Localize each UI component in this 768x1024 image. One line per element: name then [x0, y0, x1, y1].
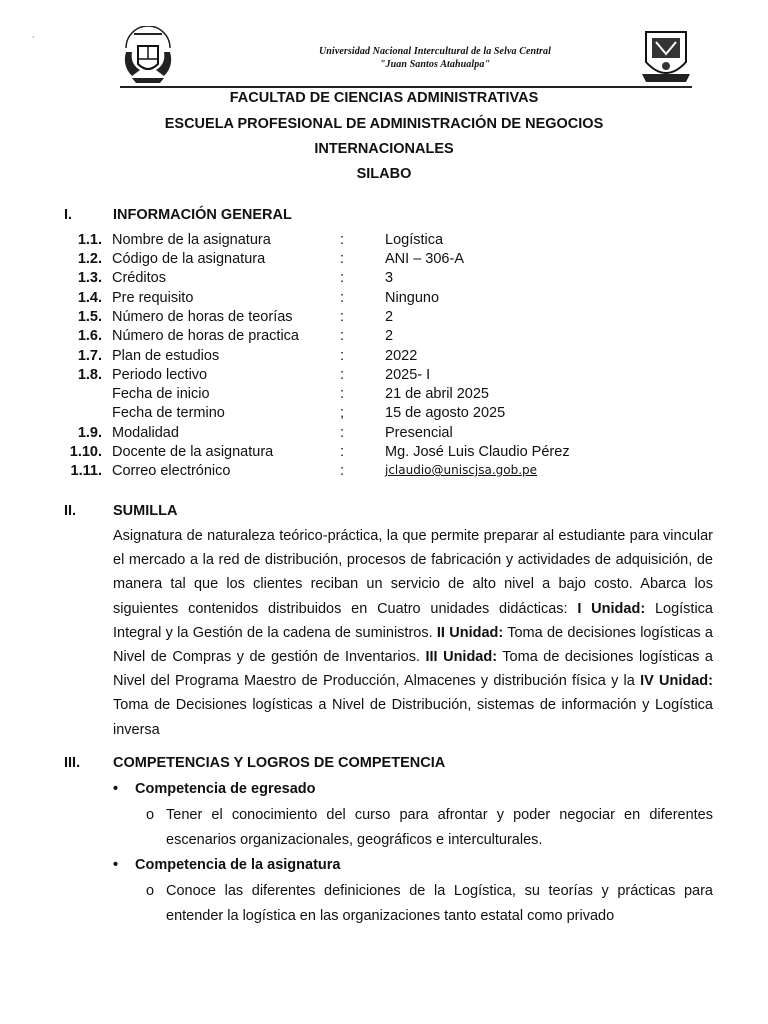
- info-row-label: Nombre de la asignatura: [112, 232, 271, 248]
- info-row-label: Código de la asignatura: [112, 251, 266, 267]
- faculty-title: FACULTAD DE CIENCIAS ADMINISTRATIVAS: [229, 90, 539, 106]
- info-row-value: 15 de agosto 2025: [385, 405, 506, 421]
- info-row: [0, 309, 768, 328]
- competency-course-item: [146, 879, 713, 929]
- competency-course-title: Competencia de la asignatura: [135, 857, 341, 873]
- info-row-number: 1.3.: [77, 270, 102, 286]
- info-row-number: 1.8.: [77, 367, 102, 383]
- university-seal-icon: [640, 26, 692, 84]
- info-row-colon: :: [340, 348, 345, 364]
- competency-graduate-title: Competencia de egresado: [135, 781, 316, 797]
- info-row-label: Correo electrónico: [112, 463, 231, 479]
- info-row-number: 1.1.: [77, 232, 102, 248]
- section1-title: INFORMACIÓN GENERAL: [113, 207, 292, 223]
- info-row-label: Pre requisito: [112, 290, 194, 306]
- document-title: SILABO: [356, 166, 412, 182]
- info-row-value: Mg. José Luis Claudio Pérez: [385, 444, 570, 460]
- info-row-value: 2: [385, 328, 394, 344]
- info-row-number: 1.7.: [77, 348, 102, 364]
- competency-course-heading: [113, 857, 340, 873]
- header-rule: [120, 86, 692, 88]
- unit1-text: Logística Integral y la Gestión de la cadena de suministros.: [113, 600, 713, 641]
- info-row: [0, 463, 768, 482]
- info-row-value: 3: [385, 270, 394, 286]
- info-row-number: 1.4.: [77, 290, 102, 306]
- scan-mark: ,: [32, 30, 35, 39]
- info-row: [0, 405, 768, 424]
- info-row-label: Créditos: [112, 270, 166, 286]
- bullet-icon: •: [113, 857, 119, 873]
- info-row-value: Logística: [385, 232, 444, 248]
- section3-number: III.: [64, 755, 81, 771]
- info-row-colon: :: [340, 290, 345, 306]
- info-row-colon: ;: [340, 405, 345, 421]
- info-row-number: 1.9.: [77, 425, 102, 441]
- info-row-value: 21 de abril 2025: [385, 386, 489, 402]
- info-row: [0, 425, 768, 444]
- info-row-label: Docente de la asignatura: [112, 444, 274, 460]
- section3-title: COMPETENCIAS Y LOGROS DE COMPETENCIA: [113, 755, 446, 771]
- unit3-label: III Unidad:: [425, 649, 498, 666]
- info-row-value: 2025- I: [385, 367, 431, 383]
- info-row-number: 1.11.: [70, 463, 102, 479]
- unit2-text: Toma de decisiones logísticas a Nivel de Compras y de gestión de Inventarios.: [113, 624, 713, 666]
- bullet-icon: •: [113, 781, 119, 797]
- unit4-text: Toma de Decisiones logísticas a Nivel de Distribución, sistemas de información y Logística inversa: [113, 697, 713, 738]
- university-name: [200, 45, 670, 71]
- section1-number: I.: [64, 207, 73, 223]
- info-row: [0, 444, 768, 463]
- info-row: [0, 232, 768, 251]
- info-row-label: Fecha de inicio: [112, 386, 210, 402]
- info-row-value: 2: [385, 309, 394, 325]
- unit2-label: II Unidad:: [436, 624, 504, 641]
- info-row: [0, 251, 768, 270]
- info-row: [0, 386, 768, 405]
- university-name-line1: Universidad Nacional Intercultural de la Selva Central: [318, 46, 552, 57]
- competency-graduate-item: [146, 803, 713, 853]
- info-row-value: Ninguno: [385, 290, 440, 306]
- university-name-line2: "Juan Santos Atahualpa": [379, 59, 491, 70]
- circle-bullet-icon: o: [146, 807, 155, 823]
- info-row-label: Modalidad: [112, 425, 179, 441]
- section2-title: SUMILLA: [113, 503, 178, 519]
- info-row-label: Número de horas de teorías: [112, 309, 293, 325]
- info-row-value: 2022: [385, 348, 418, 364]
- sumilla-paragraph: [113, 524, 713, 742]
- peru-coat-of-arms-icon: [118, 26, 178, 84]
- info-row: [0, 367, 768, 386]
- letterhead: [0, 0, 768, 90]
- info-row-colon: :: [340, 444, 345, 460]
- info-row-value: ANI – 306-A: [385, 251, 464, 267]
- info-row-label: Plan de estudios: [112, 348, 220, 364]
- info-row-colon: :: [340, 270, 345, 286]
- sumilla-intro: Asignatura de naturaleza teórico-práctica, la que permite preparar al estudiante para vincular el mercado a la red de distribución, procesos de fabricación y actividades de adquisición, de manera tal que los clientes reciban un servicio de alto nivel a bajo costo. Abarca los siguientes contenidos distribuidos en Cuatro unidades didácticas:: [113, 528, 713, 617]
- school-title-line2: INTERNACIONALES: [314, 141, 454, 157]
- info-row-label: Fecha de termino: [112, 405, 225, 421]
- competency-graduate-heading: [113, 781, 316, 797]
- unit4-label: IV Unidad:: [640, 673, 713, 690]
- info-row-number: 1.5.: [77, 309, 102, 325]
- unit1-label: I Unidad:: [577, 600, 646, 617]
- info-row: [0, 290, 768, 309]
- unit3-text: Toma de decisiones logísticas a Nivel del Programa Maestro de Producción, Almacenes y distribución física y la: [113, 649, 713, 690]
- section2-number: II.: [64, 503, 77, 519]
- info-row-colon: :: [340, 251, 345, 267]
- info-row-colon: :: [340, 309, 345, 325]
- info-row-colon: :: [340, 367, 345, 383]
- info-row: [0, 348, 768, 367]
- info-row-number: 1.6.: [77, 328, 102, 344]
- info-row-number: 1.10.: [69, 444, 102, 460]
- info-row-number: 1.2.: [77, 251, 102, 267]
- info-row-value: Presencial: [385, 425, 453, 441]
- competency-course-text: Conoce las diferentes definiciones de la Logística, su teorías y prácticas para entender la logística en las organizaciones tanto estatal como privado: [166, 883, 713, 924]
- info-row-label: Periodo lectivo: [112, 367, 208, 383]
- info-row-colon: :: [340, 328, 345, 344]
- info-row: [0, 270, 768, 289]
- email-link[interactable]: jclaudio@uniscjsa.gob.pe: [385, 463, 538, 477]
- info-row-colon: :: [340, 232, 345, 248]
- info-row-colon: :: [340, 425, 345, 441]
- school-title-line1: ESCUELA PROFESIONAL DE ADMINISTRACIÓN DE NEGOCIOS: [164, 116, 604, 132]
- info-row-colon: :: [340, 463, 345, 479]
- info-row-label: Número de horas de practica: [112, 328, 299, 344]
- competency-graduate-text: Tener el conocimiento del curso para afrontar y poder negociar en diferentes escenarios organizacionales, geográficos e interculturales.: [166, 807, 713, 848]
- info-row: [0, 328, 768, 347]
- info-row-colon: :: [340, 386, 345, 402]
- circle-bullet-icon: o: [146, 883, 155, 899]
